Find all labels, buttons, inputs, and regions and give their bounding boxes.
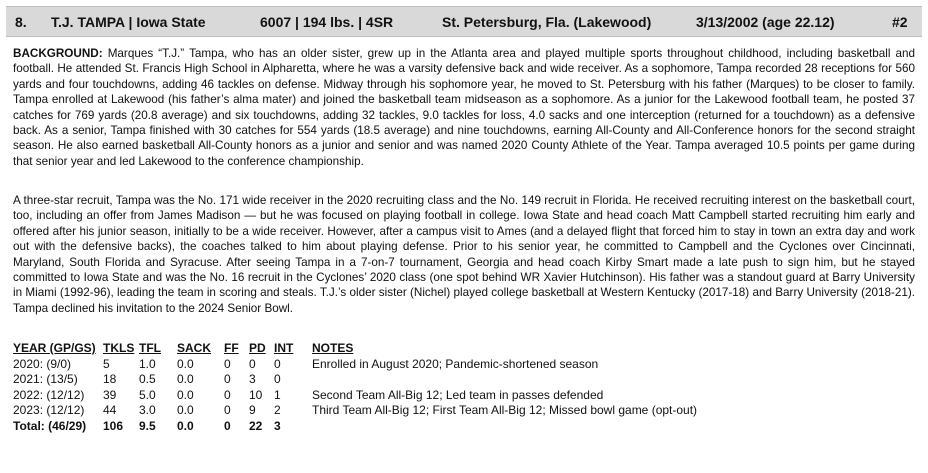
table-row [13,372,712,388]
cell-tkls: 18 [103,372,117,387]
player-hometown: St. Petersburg, Fla. (Lakewood) [442,14,652,30]
table-row [13,388,712,404]
total-ff: 0 [224,418,231,433]
table-row [13,357,712,373]
total-sack: 0.0 [177,418,194,433]
cell-ff: 0 [224,356,231,371]
cell-pd: 9 [249,403,256,418]
cell-int: 2 [274,403,281,418]
player-rank: 8. [15,14,27,30]
cell-pd: 10 [249,387,263,402]
stats-table [13,341,712,435]
cell-notes: Enrolled in August 2020; Pandemic-shortened season [312,356,599,371]
total-notes [312,419,712,435]
cell-ff: 0 [224,403,231,418]
cell-int: 0 [274,356,281,371]
total-int: 3 [274,418,281,433]
cell-sack: 0.0 [177,403,194,418]
cell-int: 0 [274,372,281,387]
background-paragraph [13,46,915,169]
col-pd: PD [249,341,266,355]
cell-tkls: 39 [103,387,117,402]
col-notes: NOTES [312,341,354,355]
player-dob: 3/13/2002 (age 22.12) [696,14,835,30]
stats-header-row [13,341,712,357]
cell-year: 2023: (12/12) [13,403,85,418]
col-sack: SACK [177,341,212,355]
cell-ff: 0 [224,372,231,387]
cell-notes [312,372,712,388]
cell-tfl: 3.0 [139,403,156,418]
col-tkls: TKLS [103,341,135,355]
cell-tfl: 0.5 [139,372,156,387]
cell-notes: Second Team All-Big 12; Led team in passes defended [312,387,604,402]
cell-int: 1 [274,387,281,402]
cell-pd: 3 [249,372,256,387]
cell-tfl: 1.0 [139,356,156,371]
cell-ff: 0 [224,387,231,402]
col-ff: FF [224,341,239,355]
player-name-school: T.J. TAMPA | Iowa State [51,14,206,30]
table-row [13,403,712,419]
cell-tkls: 5 [103,356,110,371]
background-text: Marques “T.J.” Tampa, who has an older sister, grew up in the Atlanta area and played multiple sports throughout childhood, including basketball and football. He attended St. Francis High School in Alpharetta, where he was a varsity defensive back and wide receiver. As a sophomore, Tampa recorded 28 receptions for 560 yards and four touchdowns, adding 46 tackles on defense. Midway through his sophomore year, he moved to St. Petersburg with his father (Marques) to be closer to family. Tampa enrolled at Lakewood (his father’s alma mater) and joined the basketball team midseason as a sophomore. As a junior for the Lakewood football team, he posted 37 catches for 769 yards (20.8 average) and six touchdowns, adding 32 tackles, 9.0 tackles for loss, 4.0 sacks and one interception (returned for a touchdown) as a defensive back. As a senior, Tampa finished with 30 catches for 554 yards (18.5 average) and nine touchdowns, earning All-County and All-Conference honors for the second straight season. He also earned basketball All-County honors as a junior and senior and was named 2020 County Athlete of the Year. Tampa averaged 10.5 points per game during that senior year and led Lakewood to the conference championship. [13,47,915,168]
total-pd: 22 [249,418,263,433]
cell-sack: 0.0 [177,387,194,402]
cell-notes: Third Team All-Big 12; First Team All-Big 12; Missed bowl game (opt-out) [312,403,698,418]
cell-tkls: 44 [103,403,117,418]
cell-year: 2022: (12/12) [13,387,85,402]
col-int: INT [274,341,294,355]
total-year: Total: (46/29) [13,418,87,433]
cell-pd: 0 [249,356,256,371]
total-tkls: 106 [103,418,124,433]
player-header [6,6,922,37]
table-total-row [13,419,712,435]
cell-sack: 0.0 [177,372,194,387]
recruiting-text: A three-star recruit, Tampa was the No. 171 wide receiver in the 2020 recruiting class and the No. 149 recruit in Florida. He received recruiting interest on the basketball court, too, including an offer from James Madison — but he was focused on playing football in college. Iowa State and head coach Matt Campbell started recruiting him early and offered after his junior season, initially to be a wide receiver. However, after a campus visit to Ames (and a delayed flight that forced him to stay in town an extra day and work out with the defensive backs), the coaches talked to him about playing defense. Prior to his senior year, he committed to Campbell and the Cyclones over Cincinnati, Maryland, South Florida and Syracuse. After seeing Tampa in a 7-on-7 tournament, Georgia and head coach Kirby Smart made a late push to sign him, but he stayed committed to Iowa State and was the No. 16 recruit in the Cyclones’ 2020 class (one spot behind WR Xavier Hutchinson). His father was a standout guard at Barry University in Miami (1992-96), leading the team in scoring and steals. T.J.’s older sister (Nichel) played college basketball at Western Kentucky (2017-18) and Barry University (2018-21). Tampa declined his invitation to the 2024 Senior Bowl. [13,194,915,315]
col-tfl: TFL [139,341,161,355]
cell-tfl: 5.0 [139,387,156,402]
total-tfl: 9.5 [139,418,156,433]
player-measurables: 6007 | 194 lbs. | 4SR [260,14,394,30]
player-tag: #2 [892,14,908,30]
cell-year: 2020: (9/0) [13,356,72,371]
cell-sack: 0.0 [177,356,194,371]
cell-year: 2021: (13/5) [13,372,78,387]
background-label: BACKGROUND: [13,47,103,60]
col-year: YEAR (GP/GS) [13,341,96,355]
recruiting-paragraph [13,193,915,316]
